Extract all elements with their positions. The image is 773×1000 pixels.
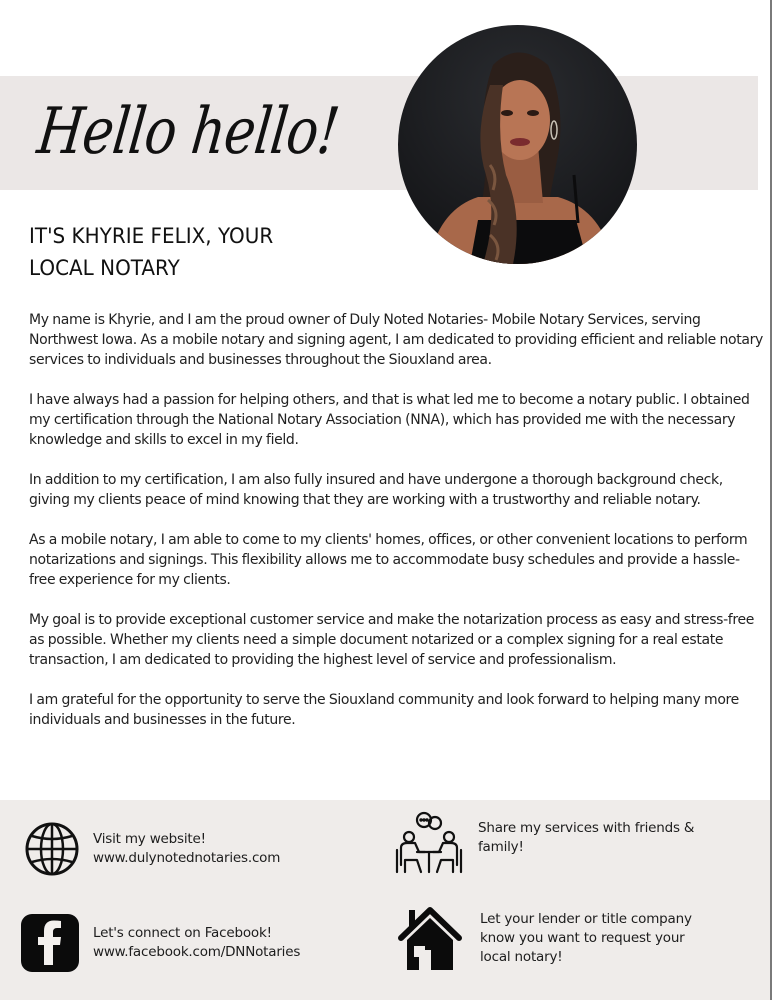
lender-line-3: local notary! [480,948,563,965]
facebook-label: Let's connect on Facebook! [93,925,272,941]
share-line-1: Share my services with friends & [478,820,695,836]
people-chatting-icon [395,810,463,878]
facebook-link[interactable]: www.facebook.com/DNNotaries [93,944,301,960]
lender-line-1: Let your lender or title company [480,910,692,927]
bio-paragraph-1: My name is Khyrie, and I am the proud owner of Duly Noted Notaries- Mobile Notary Services, serving Northwest Iowa. As a mobile notary and signing agent, I am dedicated to providing efficient and reliable notary services to individuals and businesses throughout the Siouxland area. [29,312,763,368]
profile-photo [398,25,637,264]
facebook-text [93,924,300,962]
page-title [29,220,352,284]
title-line-1: IT'S KHYRIE FELIX, YOUR [29,224,274,248]
lender-text [480,910,692,967]
bio-paragraph-3: In addition to my certification, I am also fully insured and have undergone a thorough background check, giving my clients peace of mind knowing that they are working with a trustworthy and reliable notary. [29,472,723,508]
website-text [93,830,280,868]
globe-icon [21,818,83,880]
bio-paragraph-4: As a mobile notary, I am able to come to my clients' homes, offices, or other convenient locations to perform notarizations and signings. This flexibility allows me to accommodate busy schedules and provide a hassle-free experience for my clients. [29,532,748,588]
bio-paragraph-6: I am grateful for the opportunity to serve the Siouxland community and look forward to helping many more individuals and businesses in the future. [29,692,739,728]
share-line-2: family! [478,839,524,855]
share-text [478,819,694,857]
bio-text [29,310,764,750]
website-label: Visit my website! [93,831,206,847]
contact-footer [0,800,770,1000]
house-icon [397,904,463,972]
portrait-illustration [398,25,637,264]
bio-paragraph-5: My goal is to provide exceptional customer service and make the notarization process as easy and stress-free as possible. Whether my clients need a simple document notarized or a complex signing for a real estate transaction, I am dedicated to providing the highest level of service and professionalism. [29,612,754,668]
facebook-item [19,912,300,974]
page-edge-line [770,0,772,1000]
lender-line-2: know you want to request your [480,929,685,946]
website-link[interactable]: www.dulynotednotaries.com [93,850,281,866]
website-item [21,818,280,880]
lender-item [397,904,692,972]
script-greeting: Hello hello! [33,95,343,169]
title-line-2: LOCAL NOTARY [29,256,180,280]
bio-paragraph-2: I have always had a passion for helping others, and that is what led me to become a notary public. I obtained my certification through the National Notary Association (NNA), which has provided me with the necessary knowledge and skills to excel in my field. [29,392,750,448]
facebook-icon[interactable] [19,912,81,974]
share-item [395,810,694,878]
